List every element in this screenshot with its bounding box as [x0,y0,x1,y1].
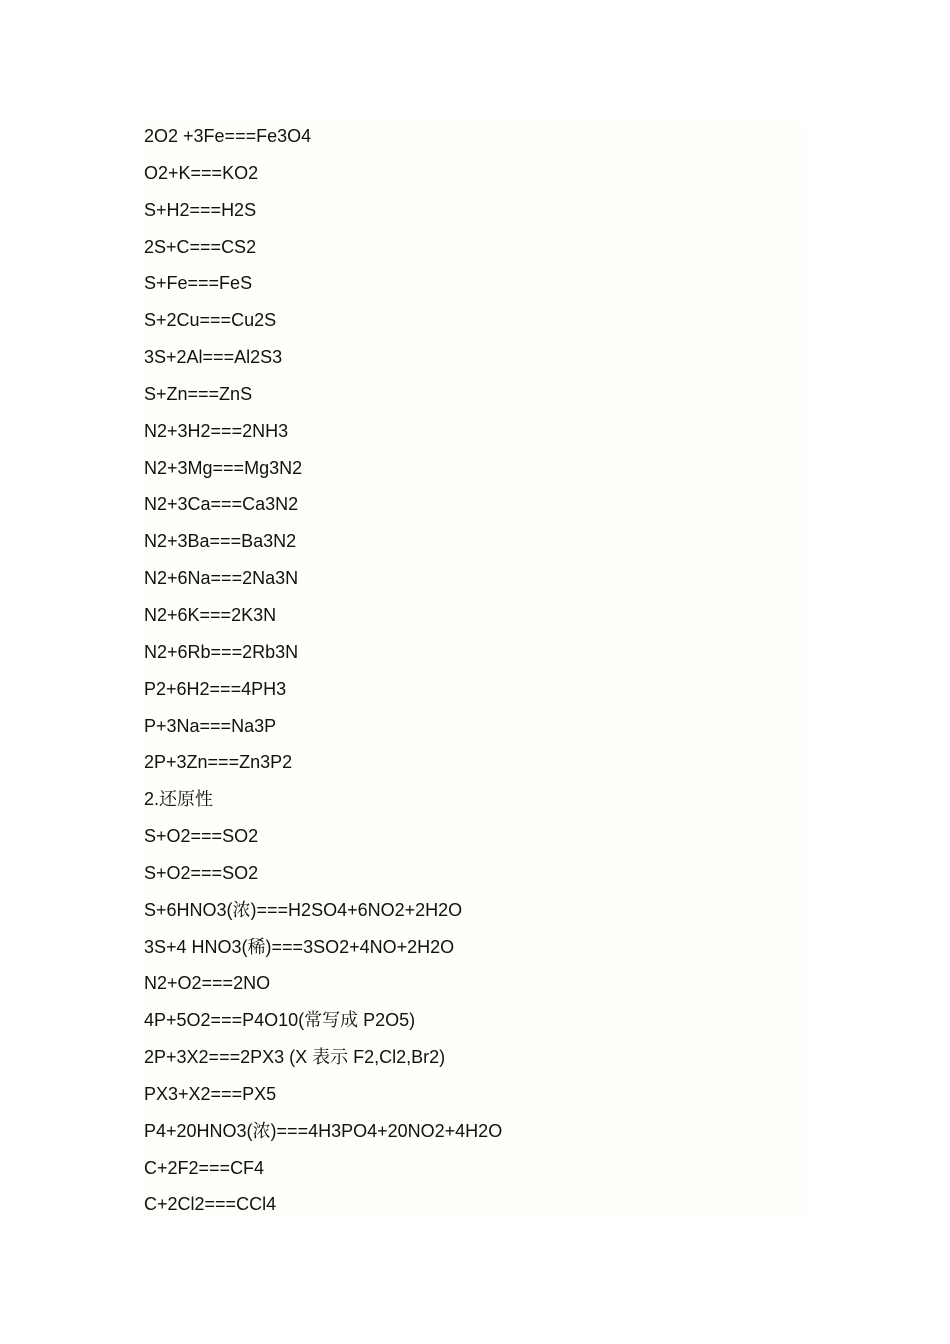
equation-line: 3S+2Al===Al2S3 [144,347,283,368]
equation-line: S+O2===SO2 [144,826,259,847]
equation-line: C+2F2===CF4 [144,1157,265,1178]
equation-line: S+Zn===ZnS [144,383,253,404]
equation-line: S+H2===H2S [144,199,257,220]
equation-line: PX3+X2===PX5 [144,1083,277,1104]
equation-line: 2P+3X2===2PX3 (X 表示 F2,Cl2,Br2) [144,1047,446,1068]
equation-line: S+2Cu===Cu2S [144,310,277,331]
equation-line: S+Fe===FeS [144,273,253,294]
equation-line: N2+3H2===2NH3 [144,420,289,441]
equation-line: 4P+5O2===P4O10(常写成 P2O5) [144,1010,416,1031]
equation-line: P2+6H2===4PH3 [144,678,287,699]
equation-line: O2+K===KO2 [144,162,259,183]
equation-line: 2P+3Zn===Zn3P2 [144,752,293,773]
equation-line: C+2Cl2===CCl4 [144,1194,277,1215]
equation-line: N2+3Ca===Ca3N2 [144,494,299,515]
equation-line: N2+3Mg===Mg3N2 [144,457,303,478]
equation-line: S+6HNO3(浓)===H2SO4+6NO2+2H2O [144,899,463,920]
equation-line: 2S+C===CS2 [144,236,257,257]
section-heading: 2.还原性 [144,789,214,810]
equation-line: N2+6K===2K3N [144,604,277,625]
equation-line: P4+20HNO3(浓)===4H3PO4+20NO2+4H2O [144,1120,503,1141]
equation-line: 2O2 +3Fe===Fe3O4 [144,126,312,146]
equation-line: N2+3Ba===Ba3N2 [144,531,297,552]
equation-line: N2+6Na===2Na3N [144,568,299,589]
equation-line: N2+6Rb===2Rb3N [144,641,299,662]
equation-line: 3S+4 HNO3(稀)===3SO2+4NO+2H2O [144,936,455,957]
equation-list [144,118,502,1223]
equation-line: N2+O2===2NO [144,973,271,994]
equation-line: P+3Na===Na3P [144,715,277,736]
equation-line: S+O2===SO2 [144,862,259,883]
